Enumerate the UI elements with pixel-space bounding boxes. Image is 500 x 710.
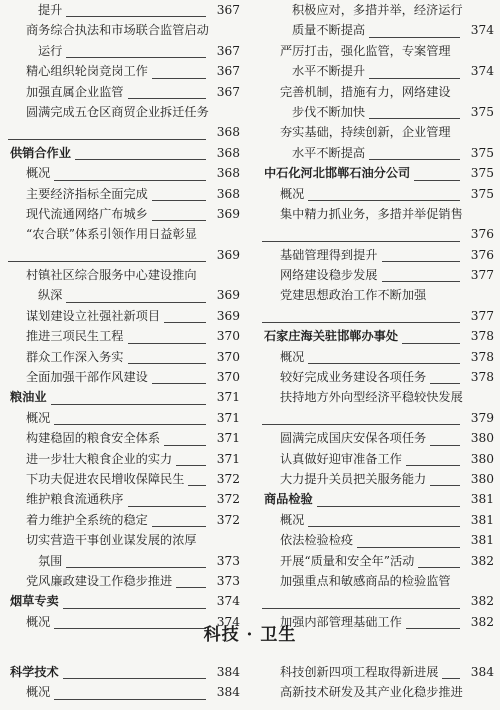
toc-entry — [262, 469, 494, 489]
page-number: 367 — [216, 84, 240, 99]
page-number: 382 — [470, 553, 494, 568]
toc-entry — [262, 449, 494, 469]
toc-entry — [8, 204, 240, 224]
entry-title: 科学技术 — [10, 665, 59, 679]
entry-title: 水平不断提升 — [292, 64, 366, 79]
toc-entry — [8, 102, 240, 122]
entry-title: 谋划建设立社强社新项目 — [26, 308, 161, 323]
page-number: 369 — [216, 288, 240, 303]
entry-title: 粮油业 — [10, 390, 47, 405]
leader-line — [430, 445, 460, 446]
entry-title: 提升 — [38, 3, 63, 17]
leader-line — [262, 241, 460, 242]
leader-line — [262, 424, 460, 425]
leader-line — [128, 506, 206, 507]
page-number: 372 — [216, 471, 240, 486]
toc-entry — [8, 0, 240, 20]
toc-entry — [8, 122, 240, 142]
page-number: 375 — [470, 145, 494, 160]
leader-line — [176, 465, 206, 466]
entry-title: 夯实基础，持续创新，企业管理 — [280, 125, 451, 140]
toc-entry — [262, 245, 494, 265]
page-number: 368 — [216, 145, 240, 160]
entry-title: 氛围 — [38, 553, 63, 568]
entry-title: 网络建设稳步发展 — [280, 268, 378, 283]
page-number: 384 — [216, 685, 240, 700]
leader-line — [406, 465, 460, 466]
toc-entry — [262, 143, 494, 163]
toc-entry — [8, 306, 240, 326]
entry-title: 开展“质量和安全年”活动 — [280, 553, 415, 568]
page-number: 375 — [470, 186, 494, 201]
entry-title: 推进三项民生工程 — [26, 329, 124, 344]
page-number: 380 — [470, 451, 494, 466]
toc-entry — [262, 285, 494, 305]
toc-entry — [8, 489, 240, 509]
toc-entry — [8, 20, 240, 40]
page-number: 377 — [470, 268, 494, 283]
toc-entry — [8, 326, 240, 346]
entry-title: 依法检验检疫 — [280, 533, 354, 548]
leader-line — [54, 180, 206, 181]
toc-entry — [262, 571, 494, 591]
leader-line — [188, 485, 206, 486]
page-number: 382 — [470, 614, 494, 629]
toc-entry — [262, 265, 494, 285]
page-number: 371 — [216, 451, 240, 466]
entry-title: 高新技术研发及其产业化稳步推进 — [280, 685, 463, 700]
page-number: 384 — [470, 665, 494, 679]
toc-entry — [8, 449, 240, 469]
page-number: 379 — [470, 410, 494, 425]
page-number: 374 — [470, 23, 494, 38]
toc-entry — [8, 469, 240, 489]
leader-line — [262, 322, 460, 323]
toc-entry — [8, 408, 240, 428]
leader-line — [430, 485, 460, 486]
leader-line — [382, 281, 460, 282]
toc-entry — [262, 530, 494, 550]
leader-line — [308, 363, 460, 364]
leader-line — [176, 587, 206, 588]
page-number: 371 — [216, 410, 240, 425]
leader-line — [51, 404, 206, 405]
entry-title: 进一步壮大粮食企业的实力 — [26, 451, 173, 466]
toc-entry — [262, 204, 494, 224]
entry-title: 水平不断提高 — [292, 145, 366, 160]
page-number: 381 — [470, 492, 494, 507]
leader-line — [8, 261, 206, 262]
page-number: 378 — [470, 349, 494, 364]
entry-title: 烟草专卖 — [10, 594, 59, 609]
entry-title: 概况 — [26, 166, 51, 181]
toc-entry — [8, 245, 240, 265]
toc-heading-entry — [262, 163, 494, 183]
leader-line — [152, 383, 206, 384]
entry-title: 石家庄海关驻邯郸办事处 — [264, 329, 399, 344]
toc-entry — [262, 20, 494, 40]
toc-entry — [262, 591, 494, 611]
leader-line — [357, 547, 460, 548]
leader-line — [418, 567, 460, 568]
entry-title: 主要经济指标全面完成 — [26, 186, 148, 201]
toc-entry — [262, 662, 494, 682]
entry-title: 商品检验 — [264, 492, 313, 507]
entry-title: 扶持地方外向型经济平稳较快发展 — [280, 390, 463, 405]
toc-entry — [8, 265, 240, 285]
page-number: 367 — [216, 3, 240, 17]
toc-entry — [8, 82, 240, 102]
page-number: 368 — [216, 166, 240, 181]
toc-entry — [8, 347, 240, 367]
toc-entry — [8, 571, 240, 591]
entry-title: 圆满完成五仓区商贸企业拆迁任务 — [26, 104, 209, 119]
entry-title: 认真做好迎审准备工作 — [280, 451, 402, 466]
leader-line — [152, 200, 206, 201]
page-number: 369 — [216, 308, 240, 323]
page-number: 368 — [216, 125, 240, 140]
leader-line — [164, 322, 206, 323]
toc-entry — [262, 347, 494, 367]
toc-entry — [262, 682, 494, 702]
entry-title: 下功夫促进农民增收保障民生 — [26, 471, 185, 486]
entry-title: 加强重点和敏感商品的检验监管 — [280, 573, 451, 588]
entry-title: 集中精力抓业务，多措并举促销售 — [280, 206, 463, 221]
toc-entry — [262, 551, 494, 571]
page-number: 381 — [470, 512, 494, 527]
leader-line — [369, 78, 460, 79]
entry-title: 加强内部管理基础工作 — [280, 614, 402, 629]
toc-entry — [262, 102, 494, 122]
entry-title: 精心组织轮岗竞岗工作 — [26, 64, 148, 79]
toc-entry — [262, 41, 494, 61]
toc-entry — [8, 41, 240, 61]
entry-title: 纵深 — [38, 288, 63, 303]
leader-line — [308, 526, 460, 527]
toc-entry — [262, 122, 494, 142]
entry-title: 供销合作业 — [10, 145, 71, 160]
toc-heading-entry — [8, 591, 240, 611]
toc-bottom-right-column — [262, 662, 494, 703]
entry-title: 现代流通网络广布城乡 — [26, 206, 148, 221]
entry-title: 概况 — [26, 614, 51, 629]
page-number: 384 — [216, 665, 240, 679]
toc-heading-entry — [8, 662, 240, 682]
page-number: 371 — [216, 431, 240, 446]
section-title: 科技 · 卫生 — [203, 625, 297, 645]
leader-line — [369, 159, 460, 160]
entry-title: 党风廉政建设工作稳步推进 — [26, 573, 173, 588]
toc-entry — [262, 367, 494, 387]
toc-entry — [262, 82, 494, 102]
leader-line — [152, 220, 206, 221]
entry-title: 概况 — [280, 349, 305, 364]
leader-line — [308, 200, 460, 201]
entry-title: 维护粮食流通秩序 — [26, 492, 124, 507]
toc-entry — [8, 510, 240, 530]
leader-line — [152, 526, 206, 527]
entry-title: 基础管理得到提升 — [280, 247, 378, 262]
leader-line — [54, 699, 206, 700]
entry-title: 概况 — [280, 512, 305, 527]
page-number: 368 — [216, 186, 240, 201]
entry-title: 圆满完成国庆安保各项任务 — [280, 431, 427, 446]
toc-entry — [8, 551, 240, 571]
entry-title: 概况 — [280, 186, 305, 201]
page-number: 374 — [470, 64, 494, 79]
entry-title: 较好完成业务建设各项任务 — [280, 370, 427, 385]
toc-entry — [8, 428, 240, 448]
leader-line — [66, 57, 206, 58]
toc-heading-entry — [8, 387, 240, 407]
toc-entry — [262, 510, 494, 530]
entry-title: 质量不断提高 — [292, 23, 366, 38]
page-number: 375 — [470, 166, 494, 181]
leader-line — [66, 16, 206, 17]
page-number: 369 — [216, 247, 240, 262]
toc-left-column — [8, 0, 240, 632]
entry-title: 概况 — [26, 410, 51, 425]
toc-entry — [8, 61, 240, 81]
page-number: 374 — [216, 614, 240, 629]
toc-entry — [8, 163, 240, 183]
toc-bottom-left-column — [8, 662, 240, 703]
page-number: 370 — [216, 329, 240, 344]
leader-line — [414, 180, 460, 181]
leader-line — [63, 608, 206, 609]
leader-line — [164, 445, 206, 446]
toc-entry — [262, 428, 494, 448]
entry-title: 群众工作深入务实 — [26, 349, 124, 364]
leader-line — [66, 302, 206, 303]
leader-line — [152, 78, 206, 79]
page-number: 380 — [470, 471, 494, 486]
entry-title: 全面加强干部作风建设 — [26, 370, 148, 385]
page-number: 378 — [470, 329, 494, 344]
entry-title: 商务综合执法和市场联合监管启动 — [26, 23, 209, 38]
toc-entry — [8, 224, 240, 244]
entry-title: 运行 — [38, 43, 63, 58]
page-number: 373 — [216, 573, 240, 588]
page-number: 372 — [216, 512, 240, 527]
page-number: 367 — [216, 64, 240, 79]
leader-line — [317, 506, 460, 507]
entry-title: 积极应对，多措并举，经济运行 — [292, 3, 463, 17]
entry-title: 村镇社区综合服务中心建设推向 — [26, 268, 197, 283]
page-number: 377 — [470, 308, 494, 323]
page-number: 376 — [470, 247, 494, 262]
page-number: 367 — [216, 43, 240, 58]
page-number: 370 — [216, 370, 240, 385]
leader-line — [369, 118, 460, 119]
entry-title: “农合联”体系引领作用日益彰显 — [26, 227, 197, 242]
toc-entry — [8, 184, 240, 204]
leader-line — [128, 98, 206, 99]
entry-title: 概况 — [26, 685, 51, 700]
page-number: 369 — [216, 206, 240, 221]
toc-right-column — [262, 0, 494, 632]
page-number: 371 — [216, 390, 240, 405]
toc-entry — [262, 61, 494, 81]
entry-title: 切实营造干事创业谋发展的浓厚 — [26, 533, 197, 548]
entry-title: 大力提升关员把关服务能力 — [280, 471, 427, 486]
leader-line — [75, 159, 206, 160]
page-number: 372 — [216, 492, 240, 507]
toc-entry — [262, 224, 494, 244]
toc-entry — [8, 682, 240, 702]
toc-entry — [262, 306, 494, 326]
leader-line — [8, 139, 206, 140]
toc-entry — [8, 285, 240, 305]
page-number: 381 — [470, 533, 494, 548]
toc-entry — [262, 0, 494, 20]
page-number: 370 — [216, 349, 240, 364]
page-number: 375 — [470, 104, 494, 119]
page-number: 382 — [470, 594, 494, 609]
toc-entry — [262, 184, 494, 204]
entry-title: 着力维护全系统的稳定 — [26, 512, 148, 527]
leader-line — [262, 608, 460, 609]
entry-title: 党建思想政治工作不断加强 — [280, 288, 427, 303]
entry-title: 严厉打击，强化监管，专案管理 — [280, 43, 451, 58]
toc-entry — [262, 387, 494, 407]
entry-title: 加强直属企业监管 — [26, 84, 124, 99]
toc-heading-entry — [8, 143, 240, 163]
leader-line — [54, 424, 206, 425]
leader-line — [369, 37, 460, 38]
leader-line — [382, 261, 460, 262]
leader-line — [430, 383, 460, 384]
leader-line — [402, 343, 460, 344]
toc-entry — [8, 367, 240, 387]
leader-line — [128, 343, 206, 344]
entry-title: 中石化河北邯郸石油分公司 — [264, 166, 411, 181]
page-number: 380 — [470, 431, 494, 446]
leader-line — [63, 678, 206, 679]
page-number: 374 — [216, 594, 240, 609]
page-number: 373 — [216, 553, 240, 568]
toc-entry — [8, 530, 240, 550]
entry-title: 步伐不断加快 — [292, 104, 366, 119]
toc-entry — [262, 408, 494, 428]
toc-heading-entry — [262, 489, 494, 509]
entry-title: 科技创新四项工程取得新进展 — [280, 665, 439, 679]
leader-line — [66, 567, 206, 568]
page-number: 376 — [470, 227, 494, 242]
entry-title: 完善机制，措施有力，网络建设 — [280, 84, 451, 99]
toc-heading-entry — [262, 326, 494, 346]
leader-line — [442, 678, 460, 679]
page-number: 378 — [470, 370, 494, 385]
entry-title: 构建稳固的粮食安全体系 — [26, 431, 161, 446]
leader-line — [128, 363, 206, 364]
